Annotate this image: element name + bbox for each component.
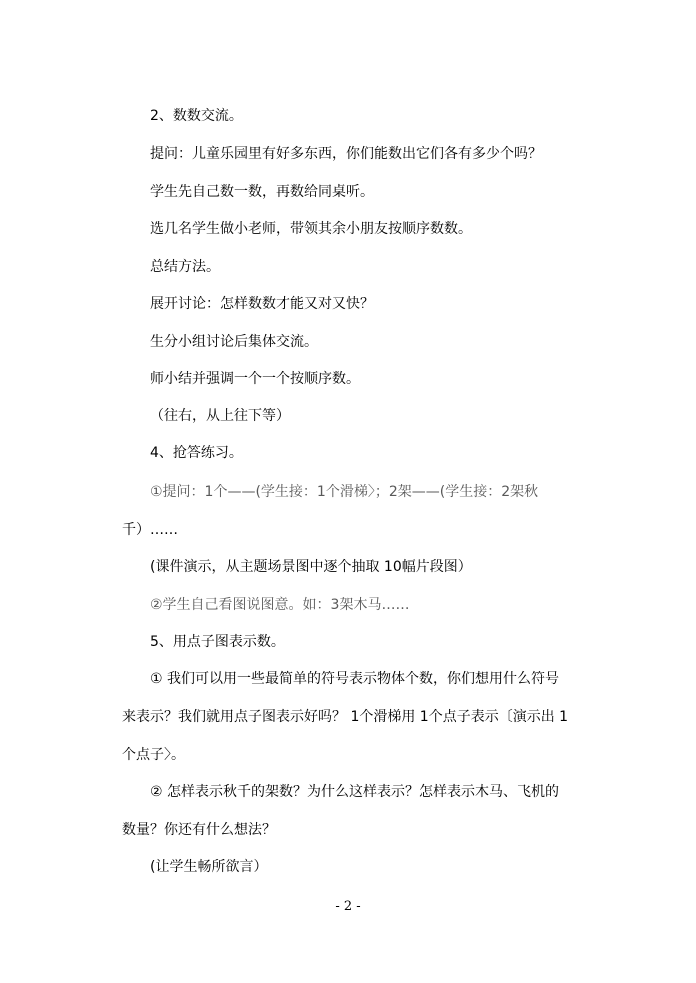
paragraph-line: 师小结并强调一个一个按顺序数。 — [150, 371, 360, 387]
paragraph-line: （往右，从上往下等） — [150, 408, 290, 424]
paragraph-line: 来表示？我们就用点子图表示好吗？ 1个滑梯用 1个点子表示〔演示出 1 — [122, 709, 569, 725]
paragraph-line: 数量？你还有什么想法？ — [122, 822, 276, 838]
paragraph-line: (课件演示，从主题场景图中逐个抽取 10幅片段图） — [150, 559, 472, 575]
paragraph-line: 学生先自己数一数，再数给同桌听。 — [150, 184, 374, 200]
paragraph-line: ① 我们可以用一些最简单的符号表示物体个数，你们想用什么符号 — [150, 671, 559, 687]
paragraph-line: ②学生自己看图说图意。如：3架木马…… — [150, 597, 410, 613]
page-number: - 2 - — [335, 899, 361, 914]
paragraph-line: 个点子〉。 — [122, 747, 185, 763]
paragraph-line: ② 怎样表示秋千的架数？为什么这样表示？怎样表示木马、飞机的 — [150, 784, 559, 800]
paragraph-line: 总结方法。 — [150, 259, 220, 275]
step-4-heading: 4、抢答练习。 — [150, 445, 243, 461]
question-text: 提问：儿童乐园里有好多东西，你们能数出它们各有多少个吗？ — [150, 146, 542, 162]
paragraph-line: (让学生畅所欲言） — [150, 859, 268, 875]
step-2-heading: 2、数数交流。 — [150, 108, 243, 124]
paragraph-line: 选几名学生做小老师，带领其余小朋友按顺序数数。 — [150, 221, 472, 237]
paragraph-line: 生分小组讨论后集体交流。 — [150, 334, 318, 350]
paragraph-line: ①提问：1个——(学生接：1个滑梯〉；2架——(学生接：2架秋 — [150, 484, 539, 500]
step-5-heading: 5、用点子图表示数。 — [150, 634, 285, 650]
paragraph-line: 展开讨论：怎样数数才能又对又快？ — [150, 296, 374, 312]
paragraph-line: 千）…… — [122, 522, 178, 538]
